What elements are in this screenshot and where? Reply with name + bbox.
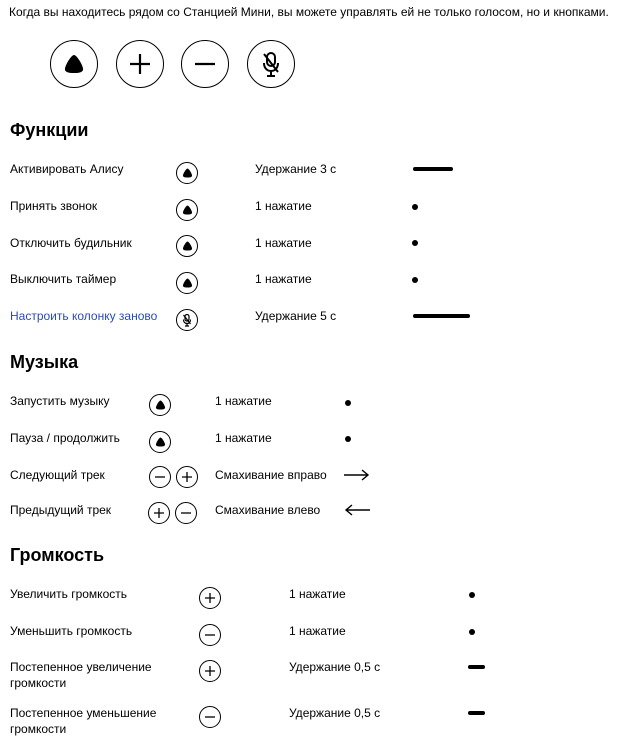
gesture-text: 1 нажатие	[255, 199, 312, 213]
section-title-music: Музыка	[10, 352, 79, 372]
minus-icon	[193, 52, 217, 76]
short-hold-indicator	[468, 711, 485, 715]
music-label: Предыдущий трек	[10, 503, 112, 517]
minus-button-large	[181, 40, 229, 88]
function-label: Активировать Алису	[10, 162, 124, 176]
gesture-text: Удержание 0,5 с	[289, 706, 381, 720]
reset-speaker-link[interactable]: Настроить колонку заново	[10, 309, 158, 323]
gesture-text: 1 нажатие	[215, 394, 272, 408]
gesture-text: Удержание 0,5 с	[289, 660, 381, 674]
longer-hold-indicator	[413, 314, 470, 318]
volume-label: Уменьшить громкость	[10, 624, 133, 638]
minus-button	[175, 502, 197, 524]
function-label: Принять звонок	[10, 199, 98, 213]
minus-icon	[180, 507, 192, 519]
music-label: Запустить музыку	[10, 394, 110, 408]
mic-off-button	[176, 309, 198, 331]
press-indicator	[412, 240, 418, 246]
function-label: Выключить таймер	[10, 272, 117, 286]
mic-off-icon	[181, 313, 193, 327]
alice-button	[149, 431, 171, 453]
section-title-functions: Функции	[10, 120, 89, 140]
alice-button-large	[50, 40, 98, 88]
alice-icon	[155, 437, 166, 447]
gesture-text: 1 нажатие	[215, 431, 272, 445]
alice-button	[176, 199, 198, 221]
alice-button	[149, 394, 171, 416]
gesture-text: 1 нажатие	[289, 624, 346, 638]
minus-icon	[204, 711, 216, 723]
plus-button	[176, 466, 198, 488]
gesture-text: 1 нажатие	[255, 272, 312, 286]
press-indicator	[412, 204, 418, 210]
mic-off-button-large	[247, 40, 295, 88]
press-indicator	[469, 592, 475, 598]
plus-icon	[181, 471, 193, 483]
minus-icon	[154, 471, 166, 483]
minus-button	[199, 624, 221, 646]
press-indicator	[345, 400, 351, 406]
gesture-text: 1 нажатие	[289, 587, 346, 601]
gesture-text: Удержание 5 с	[255, 309, 337, 323]
alice-button	[176, 235, 198, 257]
mic-off-icon	[259, 50, 283, 78]
press-indicator	[412, 277, 418, 283]
plus-button-large	[116, 40, 164, 88]
gesture-text: Смахивание вправо	[215, 468, 327, 482]
alice-icon	[182, 241, 193, 251]
volume-label: Увеличить громкость	[10, 587, 127, 601]
volume-label: Постепенное увеличение громкости	[10, 660, 152, 690]
arrow-left-icon	[344, 504, 370, 516]
plus-icon	[204, 592, 216, 604]
long-hold-indicator	[413, 167, 453, 171]
alice-icon	[182, 278, 193, 288]
alice-button	[176, 272, 198, 294]
alice-icon	[155, 400, 166, 410]
alice-icon	[182, 168, 193, 178]
press-indicator	[345, 436, 351, 442]
gesture-text: Смахивание влево	[215, 503, 321, 517]
alice-icon	[182, 205, 193, 215]
plus-icon	[204, 665, 216, 677]
music-label: Следующий трек	[10, 468, 105, 482]
music-label: Пауза / продолжить	[10, 431, 120, 445]
plus-icon	[128, 52, 152, 76]
plus-button	[199, 660, 221, 682]
plus-icon	[153, 507, 165, 519]
alice-button	[176, 162, 198, 184]
arrow-right-icon	[344, 469, 370, 481]
intro-text: Когда вы находитесь рядом со Станцией Мини, вы можете управлять ей не только голосом, но и кнопками.	[9, 5, 609, 19]
gesture-text: 1 нажатие	[255, 236, 312, 250]
minus-button	[199, 706, 221, 728]
minus-button	[149, 466, 171, 488]
gesture-text: Удержание 3 с	[255, 162, 337, 176]
section-title-volume: Громкость	[10, 545, 105, 565]
plus-button	[148, 502, 170, 524]
volume-label: Постепенное уменьшение громкости	[10, 706, 157, 736]
minus-icon	[204, 629, 216, 641]
short-hold-indicator	[468, 665, 485, 669]
alice-icon	[63, 54, 85, 74]
function-label: Отключить будильник	[10, 236, 132, 250]
plus-button	[199, 587, 221, 609]
press-indicator	[469, 629, 475, 635]
